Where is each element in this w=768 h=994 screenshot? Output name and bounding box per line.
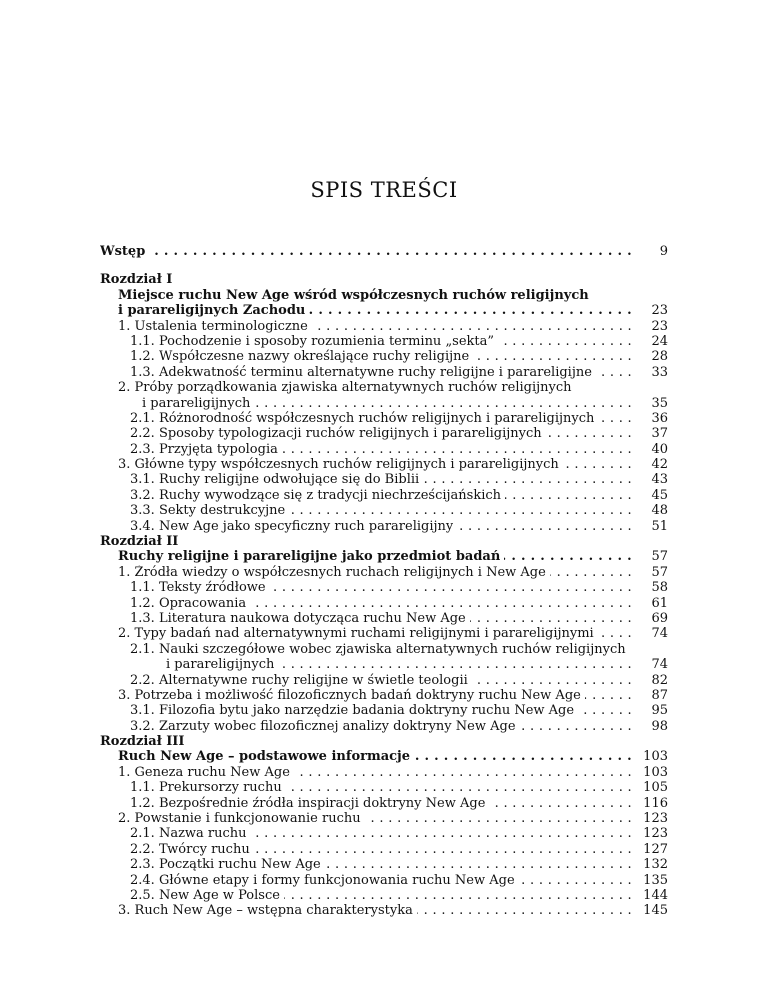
toc-page-number: 57 bbox=[651, 549, 668, 565]
toc-entry-title: Rozdział II bbox=[100, 534, 179, 550]
toc-page-number: 135 bbox=[643, 872, 668, 888]
toc-leader-dots bbox=[270, 580, 632, 595]
toc-page-number: 132 bbox=[643, 857, 668, 873]
toc-page-number: 87 bbox=[651, 687, 668, 703]
toc-entry bbox=[100, 611, 668, 626]
toc-page-number: 105 bbox=[643, 780, 668, 796]
toc-entry-title: 1. Źródła wiedzy o współczesnych ruchach religijnych i New Age bbox=[118, 564, 546, 580]
toc-entry bbox=[100, 488, 668, 503]
toc-leader-dots bbox=[596, 365, 632, 380]
toc-page-number: 95 bbox=[651, 703, 668, 719]
toc-leader-dots bbox=[520, 719, 632, 734]
toc-page-number: 58 bbox=[651, 580, 668, 596]
toc-entry bbox=[100, 580, 668, 595]
toc-entry bbox=[100, 811, 668, 826]
toc-leader-dots bbox=[457, 519, 632, 534]
toc-entry bbox=[100, 534, 668, 549]
toc-entry-title: 2. Typy badań nad alternatywnymi ruchami religijnymi i parareligijnymi bbox=[118, 626, 594, 642]
toc-spacer bbox=[100, 259, 668, 272]
toc-entry-title: i parareligijnych bbox=[142, 395, 251, 411]
toc-entry-title: 1.1. Prekursorzy ruchu bbox=[130, 780, 282, 796]
toc-leader-dots bbox=[251, 826, 632, 841]
toc-entry-title: 2.2. Sposoby typologizacji ruchów religijnych i parareligijnych bbox=[130, 426, 542, 442]
toc-entry bbox=[100, 365, 668, 380]
toc-entry-title: 2.2. Alternatywne ruchy religijne w świetle teologii bbox=[130, 672, 468, 688]
toc-entry-title: 1.3. Literatura naukowa dotycząca ruchu New Age bbox=[130, 610, 466, 626]
toc-entry-title: Rozdział I bbox=[100, 272, 173, 288]
toc-page-number: 69 bbox=[651, 610, 668, 626]
toc-leader-dots bbox=[598, 411, 632, 426]
toc-leader-dots bbox=[365, 811, 632, 826]
toc-leader-dots bbox=[578, 703, 632, 718]
toc-entry-title: 2.4. Główne etapy i formy funkcjonowania ruchu New Age bbox=[130, 872, 515, 888]
toc-entry bbox=[100, 765, 668, 780]
toc-entry-title: 1.3. Adekwatność terminu alternatywne ruchy religijne i parareligijne bbox=[130, 364, 592, 380]
toc-entry-title: i parareligijnych bbox=[166, 657, 275, 673]
toc-leader-dots bbox=[498, 334, 632, 349]
toc-page-number: 48 bbox=[651, 503, 668, 519]
toc-leader-dots bbox=[282, 442, 632, 457]
toc-leader-dots bbox=[563, 457, 632, 472]
toc-entry bbox=[100, 796, 668, 811]
toc-entry bbox=[100, 780, 668, 795]
toc-entry-title: 2.5. New Age w Polsce bbox=[130, 888, 280, 903]
toc-leader-dots bbox=[546, 426, 632, 441]
toc-leader-dots bbox=[278, 657, 632, 672]
toc-entry-title: 1.2. Bezpośrednie źródła inspiracji doktryny New Age bbox=[130, 795, 486, 811]
toc-leader-dots bbox=[254, 842, 632, 857]
toc-page-number: 35 bbox=[651, 395, 668, 411]
toc-entry bbox=[100, 565, 668, 580]
toc-entry bbox=[100, 857, 668, 872]
toc-page-number: 103 bbox=[643, 749, 668, 765]
toc-entry-title: 3. Potrzeba i możliwość filozoficznych badań doktryny ruchu New Age bbox=[118, 687, 581, 703]
toc-page-number: 144 bbox=[643, 888, 668, 903]
toc-entry-title: 2.1. Nauki szczegółowe wobec zjawiska alternatywnych ruchów religijnych bbox=[130, 641, 626, 657]
toc-entry bbox=[100, 657, 668, 672]
toc-entry bbox=[100, 303, 668, 318]
toc-page-number: 127 bbox=[643, 841, 668, 857]
toc-entry-title: 2.3. Początki ruchu New Age bbox=[130, 857, 321, 873]
toc-page-number: 82 bbox=[651, 672, 668, 688]
toc-leader-dots bbox=[417, 903, 632, 918]
toc-leader-dots bbox=[325, 857, 632, 872]
toc-entry-title: 2.1. Różnorodność współczesnych ruchów religijnych i parareligijnych bbox=[130, 410, 595, 426]
toc-leader-dots bbox=[489, 796, 632, 811]
toc-leader-dots bbox=[504, 549, 632, 564]
toc-entry bbox=[100, 734, 668, 749]
toc-leader-dots bbox=[289, 503, 632, 518]
toc-leader-dots bbox=[284, 888, 632, 903]
toc-page-number: 42 bbox=[651, 457, 668, 473]
toc-entry-title: 2.2. Twórcy ruchu bbox=[130, 841, 250, 857]
toc-leader-dots bbox=[585, 688, 632, 703]
toc-entry-title: 3.3. Sekty destrukcyjne bbox=[130, 503, 286, 519]
toc-entry bbox=[100, 826, 668, 841]
toc-entry bbox=[100, 842, 668, 857]
toc-entry bbox=[100, 519, 668, 534]
toc-entry-title: 3. Główne typy współczesnych ruchów religijnych i parareligijnych bbox=[118, 457, 559, 473]
toc-page-number: 145 bbox=[643, 903, 668, 919]
toc-entry-title: Wstęp bbox=[100, 243, 146, 259]
toc-leader-dots bbox=[423, 472, 632, 487]
toc-entry-title: 2.3. Przyjęta typologia bbox=[130, 441, 278, 457]
toc-leader-dots bbox=[519, 873, 632, 888]
toc-page-number: 36 bbox=[651, 410, 668, 426]
toc-entry bbox=[100, 272, 668, 287]
toc-entry bbox=[100, 380, 668, 395]
toc-page-number: 28 bbox=[651, 349, 668, 365]
toc-entry bbox=[100, 549, 668, 564]
toc-page-number: 98 bbox=[651, 718, 668, 734]
toc-entry bbox=[100, 903, 668, 918]
toc-leader-dots bbox=[414, 750, 632, 765]
toc-leader-dots bbox=[472, 673, 632, 688]
toc-entry bbox=[100, 673, 668, 688]
toc-entry-title: Miejsce ruchu New Age wśród współczesnych ruchów religijnych bbox=[118, 287, 589, 303]
toc-leader-dots bbox=[309, 303, 632, 318]
toc-leader-dots bbox=[598, 626, 632, 641]
toc-page-number: 61 bbox=[651, 595, 668, 611]
toc-page-number: 123 bbox=[643, 826, 668, 842]
toc-entry-title: 3.2. Ruchy wywodzące się z tradycji niechrześcijańskich bbox=[130, 487, 502, 503]
toc-page-number: 43 bbox=[651, 472, 668, 488]
toc-page-number: 74 bbox=[651, 657, 668, 673]
toc-entry bbox=[100, 472, 668, 487]
toc-entry-title: Ruchy religijne i parareligijne jako przedmiot badań bbox=[118, 549, 501, 565]
toc-entry-title: Rozdział III bbox=[100, 734, 185, 750]
toc-entry-title: 3.4. New Age jako specyficzny ruch parareligijny bbox=[130, 518, 454, 534]
toc-entry bbox=[100, 626, 668, 641]
toc-leader-dots bbox=[149, 244, 632, 259]
toc-entry bbox=[100, 334, 668, 349]
toc-entry-title: 1.2. Współczesne nazwy określające ruchy religijne bbox=[130, 349, 470, 365]
toc-entry-title: 3.1. Ruchy religijne odwołujące się do Biblii bbox=[130, 472, 420, 488]
toc-page-number: 116 bbox=[643, 795, 668, 811]
toc-entry bbox=[100, 503, 668, 518]
toc-entry bbox=[100, 396, 668, 411]
toc-leader-dots bbox=[312, 319, 632, 334]
toc-entry bbox=[100, 642, 668, 657]
toc-entry bbox=[100, 426, 668, 441]
toc-leader-dots bbox=[286, 780, 632, 795]
toc-page-number: 51 bbox=[651, 518, 668, 534]
toc-entry-title: 2.1. Nazwa ruchu bbox=[130, 826, 247, 842]
toc-entry-title: 1.1. Teksty źródłowe bbox=[130, 580, 266, 596]
toc-page-number: 33 bbox=[651, 364, 668, 380]
toc-leader-dots bbox=[254, 396, 632, 411]
toc-entry-title: Ruch New Age – podstawowe informacje bbox=[118, 749, 411, 765]
toc-page-number: 40 bbox=[651, 441, 668, 457]
table-of-contents bbox=[100, 244, 668, 919]
toc-entry bbox=[100, 750, 668, 765]
toc-entry-title: 1. Geneza ruchu New Age bbox=[118, 764, 290, 780]
toc-entry-title: 1.2. Opracowania bbox=[130, 595, 247, 611]
toc-entry-title: 3.2. Zarzuty wobec filozoficznej analizy doktryny New Age bbox=[130, 718, 516, 734]
toc-page-number: 24 bbox=[651, 333, 668, 349]
toc-entry-title: 1. Ustalenia terminologiczne bbox=[118, 318, 308, 334]
toc-page-number: 9 bbox=[659, 243, 668, 259]
toc-entry bbox=[100, 688, 668, 703]
toc-entry bbox=[100, 703, 668, 718]
toc-entry bbox=[100, 319, 668, 334]
toc-entry-title: 1.1. Pochodzenie i sposoby rozumienia terminu „sekta” bbox=[130, 333, 495, 349]
toc-entry bbox=[100, 457, 668, 472]
toc-leader-dots bbox=[550, 565, 632, 580]
toc-leader-dots bbox=[505, 488, 632, 503]
toc-page-number: 123 bbox=[643, 811, 668, 827]
toc-entry bbox=[100, 888, 668, 903]
toc-leader-dots bbox=[250, 596, 632, 611]
toc-entry-title: 2. Powstanie i funkcjonowanie ruchu bbox=[118, 811, 361, 827]
toc-entry-title: 2. Próby porządkowania zjawiska alternatywnych ruchów religijnych bbox=[118, 380, 572, 396]
toc-entry-title: 3.1. Filozofia bytu jako narzędzie badania doktryny ruchu New Age bbox=[130, 703, 575, 719]
toc-leader-dots bbox=[470, 611, 632, 626]
toc-entry bbox=[100, 288, 668, 303]
toc-page-number: 45 bbox=[651, 487, 668, 503]
toc-page-number: 37 bbox=[651, 426, 668, 442]
toc-entry bbox=[100, 596, 668, 611]
toc-entry bbox=[100, 411, 668, 426]
toc-page-number: 74 bbox=[651, 626, 668, 642]
toc-entry bbox=[100, 442, 668, 457]
toc-page-number: 23 bbox=[651, 318, 668, 334]
toc-page-number: 23 bbox=[651, 303, 668, 319]
toc-entry bbox=[100, 719, 668, 734]
toc-entry bbox=[100, 873, 668, 888]
page-title: SPIS TREŚCI bbox=[310, 178, 458, 202]
toc-entry bbox=[100, 349, 668, 364]
toc-leader-dots bbox=[473, 349, 632, 364]
toc-entry-title: i parareligijnych Zachodu bbox=[118, 303, 306, 319]
toc-entry-title: 3. Ruch New Age – wstępna charakterystyka bbox=[118, 903, 413, 919]
toc-page-number: 57 bbox=[651, 564, 668, 580]
toc-entry bbox=[100, 244, 668, 259]
toc-page-number: 103 bbox=[643, 764, 668, 780]
toc-leader-dots bbox=[294, 765, 632, 780]
